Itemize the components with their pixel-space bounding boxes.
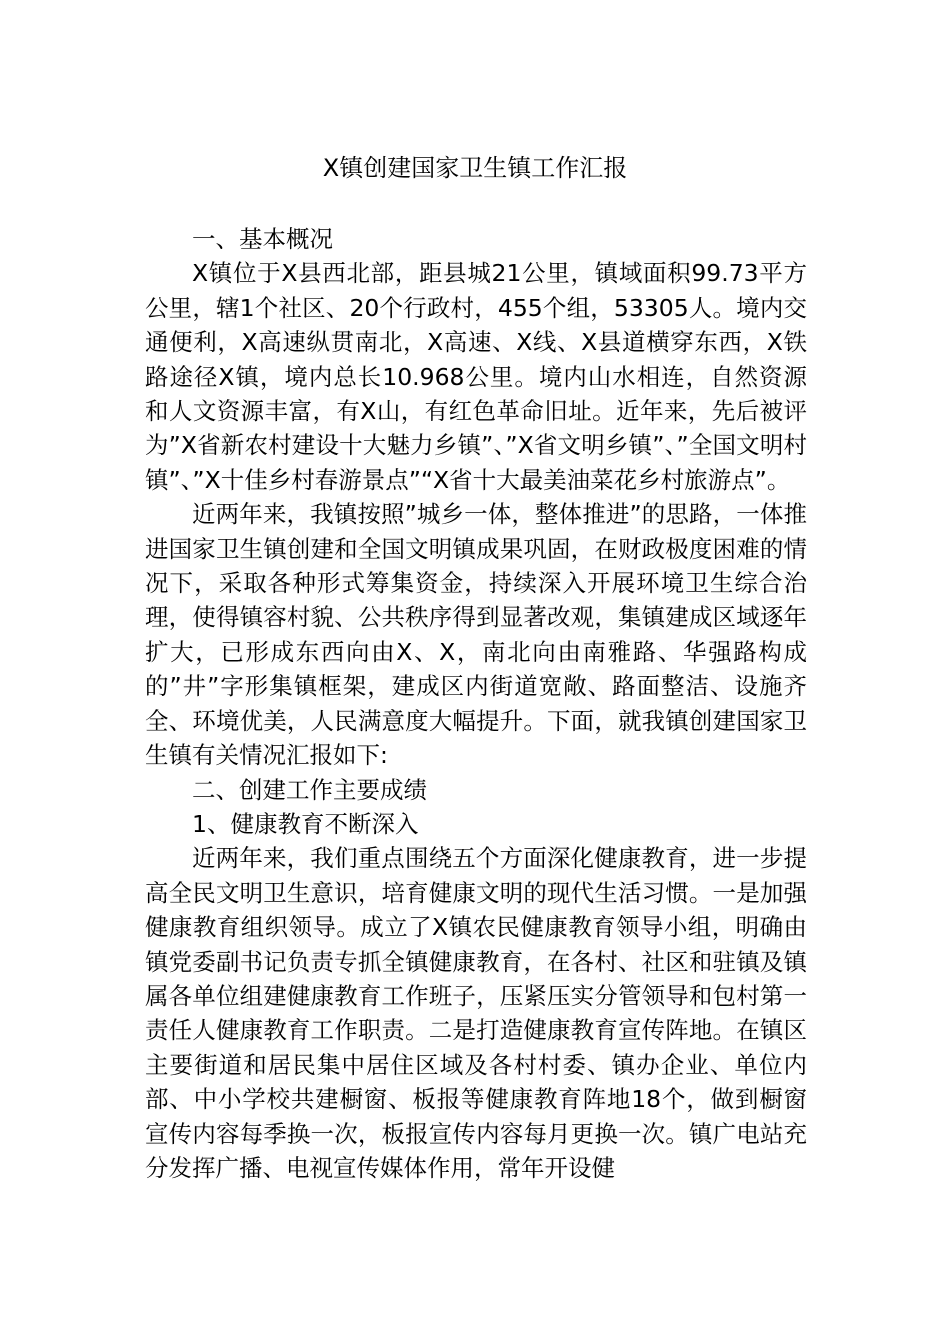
section-heading-achievements: 二、创建工作主要成绩 [192,775,427,804]
document-title: X镇创建国家卫生镇工作汇报 [322,154,628,182]
document-body [145,222,807,1185]
paragraph-recent-work: 近两年来，我镇按照”城乡一体，整体推进”的思路，一体推进国家卫生镇创建和全国文明镇成果巩固，在财政极度困难的情况下，采取各种形式筹集资金，持续深入开展环境卫生综合治理，使得镇容村貌、公共秩序得到显著改观，集镇建成区域逐年扩大，已形成东西向由X、X，南北向由南雅路、华强路构成的”井”字形集镇框架，建成区内街道宽敞、路面整洁、设施齐全、环境优美，人民满意度大幅提升。下面，就我镇创建国家卫生镇有关情况汇报如下: [145,500,807,770]
paragraph-health-education: 近两年来，我们重点围绕五个方面深化健康教育，进一步提高全民文明卫生意识，培育健康文明的现代生活习惯。一是加强健康教育组织领导。成立了X镇农民健康教育领导小组，明确由镇党委副书记负责专抓全镇健康教育，在各村、社区和驻镇及镇属各单位组建健康教育工作班子，压紧压实分管领导和包村第一责任人健康教育工作职责。二是打造健康教育宣传阵地。在镇区主要街道和居民集中居住区域及各村村委、镇办企业、单位内部、中小学校共建橱窗、板报等健康教育阵地18个，做到橱窗宣传内容每季换一次，板报宣传内容每月更换一次。镇广电站充分发挥广播、电视宣传媒体作用，常年开设健 [145,844,807,1182]
paragraph-town-overview: X镇位于X县西北部，距县城21公里，镇域面积99.73平方公里，辖1个社区、20个行政村，455个组，53305人。境内交通便利，X高速纵贯南北，X高速、X线、X县道横穿东西，X铁路途径X镇，境内总长10.968公里。境内山水相连，自然资源和人文资源丰富，有X山，有红色革命旧址。近年来，先后被评为”X省新农村建设十大魅力乡镇”、”X省文明乡镇”、”全国文明村镇”、”X十佳乡村春游景点”“X省十大最美油菜花乡村旅游点”。 [145,259,807,494]
section-heading-overview: 一、基本概况 [192,225,333,253]
subsection-heading-health-education: 1、健康教育不断深入 [192,809,419,838]
